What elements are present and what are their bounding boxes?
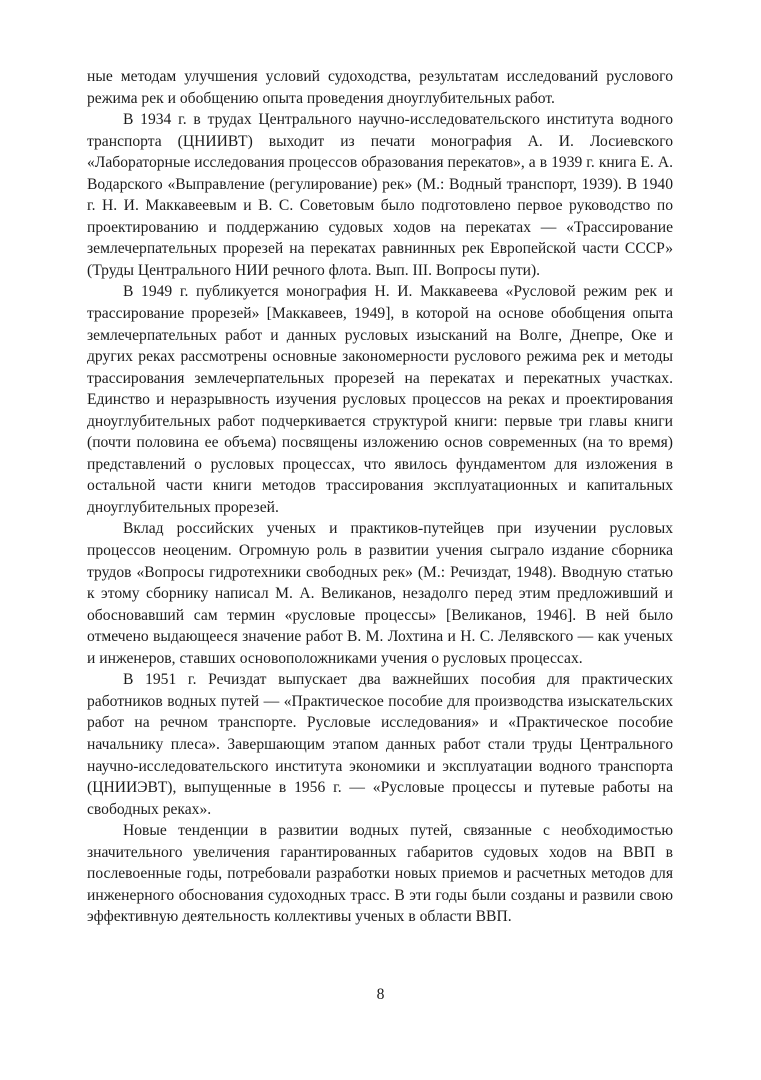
paragraph-1951: В 1951 г. Речиздат выпускает два важнейших пособия для практических работников водных путей — «Практическое пособие для производства изыскательских работ на речном транспорте. Русловые исследования» и «Практическое пособие начальнику плеса». Завершающим этапом данных работ стали труды Центрального научно-исследовательского института экономики и эксплуатации водного транспорта (ЦНИИЭВТ), выпущенные в 1956 г. — «Русловые процессы и путевые работы на свободных реках». <box>87 671 673 818</box>
paragraph-contribution: Вклад российских ученых и практиков-путейцев при изучении русловых процессов неоценим. Огромную роль в развитии учения сыграло издание сборника трудов «Вопросы гидротехники свободных рек» (М.: Речиздат, 1948). Вводную статью к этому сборнику написал М. А. Великанов, незадолго перед этим предложивший и обосновавший сам термин «русловые процессы» [Великанов, 1946]. В ней было отмечено выдающееся значение работ В. М. Лохтина и Н. С. Лелявского — как ученых и инженеров, ставших основоположниками учения о русловых процессах. <box>87 520 673 667</box>
paragraph-1949: В 1949 г. публикуется монография Н. И. Маккавеева «Русловой режим рек и трассирование прорезей» [Маккавеев, 1949], в которой на основе обобщения опыта землечерпательных работ и данных русловых изысканий на Волге, Днепре, Оке и других реках рассмотрены основные закономерности руслового режима рек и методы трассирования землечерпательных прорезей на перекатах и перекатных участках. Единство и неразрывность изучения русловых процессов на реках и проектирования дноуглубительных работ подчеркивается структурой книги: первые три главы книги (почти половина ее объема) посвящены изложению основ современных (на то время) представлений о русловых процессах, что явилось фундаментом для изложения в остальной части книги методов трассирования эксплуатационных и капитальных дноуглубительных прорезей. <box>87 283 673 516</box>
paragraph-continuation: ные методам улучшения условий судоходства, результатам исследований руслового режима рек и обобщению опыта проведения дноуглубительных работ. <box>87 68 673 107</box>
page-number: 8 <box>376 986 385 1003</box>
paragraph-1934: В 1934 г. в трудах Центрального научно-исследовательского института водного транспорта (ЦНИИВТ) выходит из печати монография А. И. Лосиевского «Лабораторные исследования процессов образования перекатов», а в 1939 г. книга Е. А. Водарского «Выправление (регулирование) рек» (М.: Водный транспорт, 1939). В 1940 г. Н. И. Маккавеевым и В. С. Советовым было подготовлено первое руководство по проектированию и поддержанию судовых ходов на перекатах — «Трассирование землечерпательных прорезей на перекатах равнинных рек Европейской части СССР» (Труды Центрального НИИ речного флота. Вып. III. Вопросы пути). <box>87 111 673 279</box>
paragraph-new-trends: Новые тенденции в развитии водных путей, связанные с необходимостью значительного увеличения гарантированных габаритов судовых ходов на ВВП в послевоенные годы, потребовали разработки новых приемов и расчетных методов для инженерного обоснования судоходных трасс. В эти годы были созданы и развили свою эффективную деятельность коллективы ученых в области ВВП. <box>87 822 673 926</box>
page-body <box>87 66 673 928</box>
